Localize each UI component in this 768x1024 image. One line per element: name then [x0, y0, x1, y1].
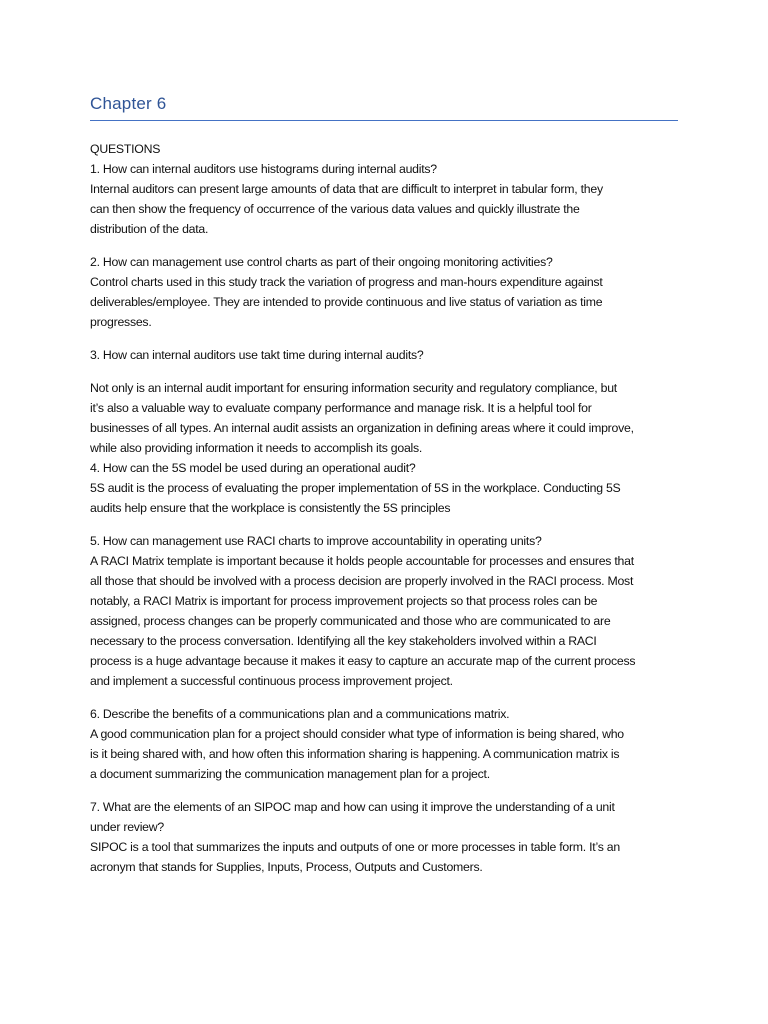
- chapter-title: Chapter 6: [90, 94, 167, 113]
- answer-line: A RACI Matrix template is important because it holds people accountable for processes and ensures that: [90, 554, 634, 568]
- question-block-3: [90, 345, 730, 365]
- answer-line: deliverables/employee. They are intended to provide continuous and live status of variation as time: [90, 295, 603, 309]
- question-block-5: [90, 531, 730, 691]
- answer-line: and implement a successful continuous process improvement project.: [90, 674, 453, 688]
- answer-line: necessary to the process conversation. Identifying all the key stakeholders involved within a RACI: [90, 634, 597, 648]
- question-block-1: [90, 139, 730, 239]
- answer-line: Not only is an internal audit important for ensuring information security and regulatory compliance, but: [90, 381, 617, 395]
- answer-line: businesses of all types. An internal audit assists an organization in defining areas where it could improve,: [90, 421, 634, 435]
- answer-line: notably, a RACI Matrix is important for process improvement projects so that process roles can be: [90, 594, 598, 608]
- answer-line: SIPOC is a tool that summarizes the inputs and outputs of one or more processes in table form. It’s an: [90, 840, 620, 854]
- question-line: 6. Describe the benefits of a communications plan and a communications matrix.: [90, 707, 510, 721]
- answer-line: is it being shared with, and how often this information sharing is happening. A communication matrix is: [90, 747, 620, 761]
- question-line: 7. What are the elements of an SIPOC map and how can using it improve the understanding of a unit: [90, 800, 615, 814]
- question-line: 3. How can internal auditors use takt time during internal audits?: [90, 348, 424, 362]
- answer-line: A good communication plan for a project should consider what type of information is being shared, who: [90, 727, 624, 741]
- question-line: 5. How can management use RACI charts to improve accountability in operating units?: [90, 534, 542, 548]
- question-block-6: [90, 704, 730, 784]
- answer-line: a document summarizing the communication management plan for a project.: [90, 767, 490, 781]
- answer-line: can then show the frequency of occurrence of the various data values and quickly illustrate the: [90, 202, 580, 216]
- heading-divider: [90, 120, 678, 121]
- answer-line: all those that should be involved with a process decision are properly involved in the RACI process. Most: [90, 574, 634, 588]
- question-line: 1. How can internal auditors use histograms during internal audits?: [90, 162, 437, 176]
- question-block-7: [90, 797, 730, 877]
- answer-line: assigned, process changes can be properly communicated and those who are communicated to are: [90, 614, 611, 628]
- answer-block-3-and-question-4: [90, 378, 730, 518]
- answer-line: acronym that stands for Supplies, Inputs, Process, Outputs and Customers.: [90, 860, 483, 874]
- answer-line: distribution of the data.: [90, 222, 209, 236]
- document-body: [90, 139, 730, 890]
- answer-line: progresses.: [90, 315, 152, 329]
- question-line: 4. How can the 5S model be used during an operational audit?: [90, 461, 416, 475]
- question-block-2: [90, 252, 730, 332]
- answer-line: Control charts used in this study track the variation of progress and man-hours expenditure against: [90, 275, 603, 289]
- answer-line: process is a huge advantage because it makes it easy to capture an accurate map of the current process: [90, 654, 636, 668]
- section-label: QUESTIONS: [90, 142, 161, 156]
- question-line: 2. How can management use control charts as part of their ongoing monitoring activities?: [90, 255, 553, 269]
- answer-line: Internal auditors can present large amounts of data that are difficult to interpret in tabular form, they: [90, 182, 603, 196]
- answer-line: while also providing information it needs to accomplish its goals.: [90, 441, 423, 455]
- answer-line: it’s also a valuable way to evaluate company performance and manage risk. It is a helpful tool for: [90, 401, 592, 415]
- answer-line: 5S audit is the process of evaluating the proper implementation of 5S in the workplace. Conducting 5S: [90, 481, 621, 495]
- answer-line: audits help ensure that the workplace is consistently the 5S principles: [90, 501, 451, 515]
- question-line: under review?: [90, 820, 164, 834]
